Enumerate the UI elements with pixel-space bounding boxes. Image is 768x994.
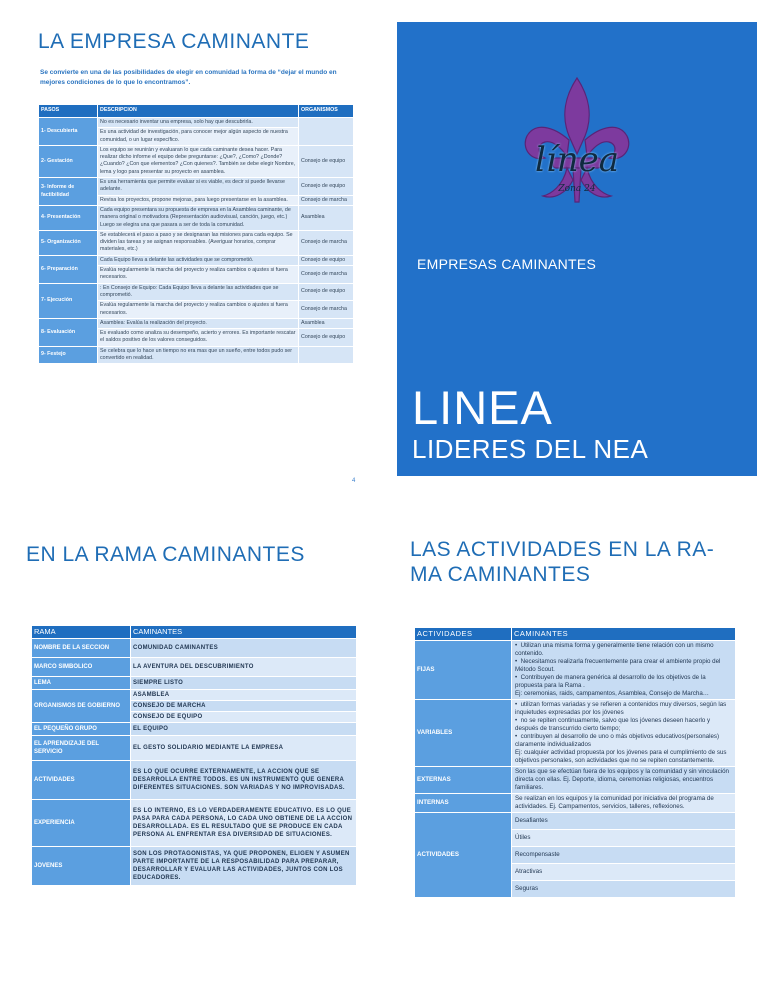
col-header: DESCRIPCION [98, 105, 298, 117]
table-row [39, 118, 353, 127]
row-key: EL PEQUEÑO GRUPO [32, 723, 130, 735]
desc-cell: Se establecerá el paso a paso y se designaran las misiones para cada equipo. Se dividen las tareas y se asignan responsables. (Averiguar horarios, comprar materiales, etc.) [98, 231, 298, 255]
org-cell: Consejo de marcha [299, 196, 353, 205]
step-cell: 6- Preparación [39, 256, 97, 283]
table-row [32, 723, 356, 735]
page-number: 4 [352, 478, 356, 484]
desc-cell: Los equipo se reunirán y evaluaran lo que cada caminante desea hacer. Para realizar dicho informe el equipo debe preguntarse: ¿Que?, ¿Como? ¿Donde? ¿Cuando? ¿Con que elementos? ¿Con quienes?. También se debe elegir Nombre, lema y logo para presentar su proyecto en asamblea. [98, 146, 298, 177]
table-row [32, 639, 356, 657]
fijas-list [515, 642, 732, 690]
row-value: ASAMBLEA [131, 690, 356, 700]
org-cell: Consejo de equipo [299, 178, 353, 195]
actividades-table [414, 627, 736, 898]
list-item: • Utilizan una misma forma y generalmente tiene relación con un mismo contenido. [515, 642, 732, 658]
col-header: ACTIVIDADES [415, 628, 511, 640]
org-cell: Consejo de marcha [299, 231, 353, 255]
row-value: LA AVENTURA DEL DESCUBRIMIENTO [131, 658, 356, 676]
desc-cell: Asamblea: Evalúa la realización del proyecto. [98, 319, 298, 328]
org-cell [299, 347, 353, 364]
table-row [39, 146, 353, 177]
row-value: ES LO INTERNO, ES LO VERDADERAMENTE EDUCATIVO. ES LO QUE PASA PARA CADA PERSONA, LO CADA UNO OBTIENE DE LA ACCION DESARROLLADA. ES EL RESULTADO QUE SE PRODUCE EN CADA PERSONA AL ENFRENTAR ESA DIVERSIDAD DE SITUACIONES. [131, 800, 356, 846]
row-value: EL EQUIPO [131, 723, 356, 735]
desc-cell: Se celebra que lo hace un tiempo no era mas que un sueño, entre todos pudo ser convertido en realidad. [98, 347, 298, 364]
desc-cell: Es una actividad de investigación, para conocer mejor algún aspecto de nuestra comunidad, o un lugar específico. [98, 128, 298, 145]
org-cell: Consejo de equipo [299, 256, 353, 265]
org-cell: Asamblea [299, 206, 353, 230]
cover-title: LINEA [412, 381, 553, 434]
step-cell: 9- Festejo [39, 347, 97, 364]
slide-rama-caminantes [0, 497, 384, 994]
cover-tagline: LIDERES DEL NEA [412, 434, 649, 464]
intro-text: Se convierte en una de las posibilidades de elegir en comunidad la forma de “dejar el mundo en mejores condiciones de lo que lo encontramos”. [40, 69, 337, 86]
row-key: FIJAS [415, 641, 511, 699]
slide-empresa-caminante [0, 0, 384, 497]
table-row [32, 658, 356, 676]
row-key: EL APRENDIZAJE DEL SERVICIO [32, 736, 130, 760]
row-value: EL GESTO SOLIDARIO MEDIANTE LA EMPRESA [131, 736, 356, 760]
row-value [512, 700, 735, 766]
desc-cell: : En Consejo de Equipo: Cada Equipo lleva a delante las actividades que se comprometió. [98, 284, 298, 301]
row-value: ES LO QUE OCURRE EXTERNAMENTE, LA ACCION QUE SE DESARROLLA ENTRE TODOS. ES UN INSTRUMENTO QUE GENERA DIFERENTES SITUACIONES. SON VARIADAS Y NO IMPROVISADAS. [131, 761, 356, 799]
example-text: Ej: cualquier actividad propuesta por los jóvenes para el cumplimiento de sus objetivos personales, son actividades que no se repiten constantemente. [515, 749, 727, 764]
table-row [415, 794, 735, 812]
row-key: NOMBRE DE LA SECCION [32, 639, 130, 657]
row-key: ACTIVIDADES [415, 813, 511, 897]
logo-word: línea [534, 140, 620, 180]
table-row [39, 347, 353, 364]
desc-cell: Es una herramienta que permite evaluar si es viable, es decir si puede llevarse adelante. [98, 178, 298, 195]
org-cell: Consejo de marcha [299, 301, 353, 318]
row-key: VARIABLES [415, 700, 511, 766]
title-line: LAS ACTIVIDADES EN LA RA- [410, 538, 715, 561]
list-item: • contribuyen al desarrollo de uno o más objetivos educativos(personales) claramente individualizados [515, 733, 732, 749]
row-value: COMUNIDAD CAMINANTES [131, 639, 356, 657]
org-cell: Consejo de equipo [299, 146, 353, 177]
slide-title [410, 537, 760, 587]
table-row [415, 700, 735, 766]
col-header: CAMINANTES [131, 626, 356, 638]
cover-background [397, 22, 757, 476]
table-row [32, 690, 356, 700]
slide-title: LA EMPRESA CAMINANTE [38, 30, 310, 53]
row-key: EXPERIENCIA [32, 800, 130, 846]
title-line: MA CAMINANTES [410, 563, 591, 586]
desc-cell: Cada Equipo lleva a delante las actividades que se comprometió. [98, 256, 298, 265]
org-cell: Consejo de equipo [299, 284, 353, 301]
linea-logo [507, 70, 647, 220]
table-row [39, 319, 353, 328]
org-cell: Consejo de equipo [299, 329, 353, 346]
row-value: SIEMPRE LISTO [131, 677, 356, 689]
step-cell: 4- Presentación [39, 206, 97, 230]
desc-cell: No es necesario inventar una empresa, solo hay que descubrirla. [98, 118, 298, 127]
step-cell: 1- Descubierta [39, 118, 97, 145]
list-item: • utilizan formas variadas y se refieren a contenidos muy diversos, según las inquietudes expresadas por los jóvenes [515, 701, 732, 717]
col-header: PASOS [39, 105, 97, 117]
row-value: Atractivas [512, 864, 735, 880]
variables-list [515, 701, 732, 749]
table-row [415, 767, 735, 793]
desc-cell: Revisa los proyectos, propone mejoras, para luego presentarse en la asamblea. [98, 196, 298, 205]
table-row [32, 761, 356, 799]
slide-cover [384, 0, 768, 497]
org-cell: Asamblea [299, 319, 353, 328]
rama-table [31, 625, 357, 886]
row-value: Desafiantes [512, 813, 735, 829]
table-header-row [32, 626, 356, 638]
table-header-row [415, 628, 735, 640]
list-item: • Necesitamos realizarla frecuentemente para crear el ambiente propio del Método Scout. [515, 658, 732, 674]
row-key: ACTIVIDADES [32, 761, 130, 799]
step-cell: 2- Gestación [39, 146, 97, 177]
table-row [39, 256, 353, 265]
list-item: • no se repiten continuamente, salvo que los jóvenes deseen hacerlo y después de transcurrido cierto tiempo; [515, 717, 732, 733]
step-cell: 3- Informe de factibilidad [39, 178, 97, 205]
row-value: Recompensaste [512, 847, 735, 863]
table-row [32, 736, 356, 760]
row-key: LEMA [32, 677, 130, 689]
row-value: CONSEJO DE EQUIPO [131, 712, 356, 722]
row-value: Útiles [512, 830, 735, 846]
table-row [39, 231, 353, 255]
step-cell: 7- Ejecución [39, 284, 97, 318]
logo-zone: Zona 24 [558, 184, 596, 194]
table-row [32, 800, 356, 846]
table-row [39, 206, 353, 230]
row-key: MARCO SIMBOLICO [32, 658, 130, 676]
list-item: • Contribuyen de manera genérica al desarrollo de los objetivos de la propuesta para la Rama . [515, 674, 732, 690]
step-cell: 8- Evaluación [39, 319, 97, 346]
row-value [512, 641, 735, 699]
desc-cell: Cada equipo presentara su propuesta de empresa en la Asamblea caminante, de manera original o motivadora (Representación audiovisual, canción, juego, etc.) Luego se elegira una que pasara a ser de toda la comunidad. [98, 206, 298, 230]
row-key: ORGANISMOS DE GOBIERNO [32, 690, 130, 722]
org-cell [299, 118, 353, 145]
col-header: RAMA [32, 626, 130, 638]
col-header: CAMINANTES [512, 628, 735, 640]
row-value: Se realizan en los equipos y la comunidad por iniciativa del programa de actividades. Ej. Campamentos, servicios, talleres, reflexiones. [512, 794, 735, 812]
row-value: SON LOS PROTAGONISTAS, YA QUE PROPONEN, ELIGEN Y ASUMEN PARTE IMPORTANTE DE LA RESPOSABILIDAD PARA PREPARAR, DESARROLLAR Y EVALUAR LAS ACTIVIDADES, JUNTOS CON LOS EDUCADORES. [131, 847, 356, 885]
example-text: Ej: ceremonias, raids, campamentos, Asamblea, Consejo de Marcha… [515, 690, 709, 697]
slide-actividades [384, 497, 768, 994]
pasos-table [38, 104, 354, 364]
org-cell: Consejo de marcha [299, 266, 353, 283]
row-key: JOVENES [32, 847, 130, 885]
table-row [39, 284, 353, 301]
table-row [32, 677, 356, 689]
table-row [415, 813, 735, 829]
row-key: EXTERNAS [415, 767, 511, 793]
row-value: Seguras [512, 881, 735, 897]
row-key: INTERNAS [415, 794, 511, 812]
row-value: Son las que se efectúan fuera de los equipos y la comunidad y sin vinculación directa con ellas. Ej. Deporte, idioma, ceremonias religiosas, encuentros familiares. [512, 767, 735, 793]
slide-title: EN LA RAMA CAMINANTES [26, 543, 305, 566]
desc-cell: Evalúa regularmente la marcha del proyecto y realiza cambios o ajustes si fuera necesarios. [98, 266, 298, 283]
table-row [32, 847, 356, 885]
desc-cell: Es evaluado como analiza su desempeño, acierto y errores. Es importante rescatar el saldos positivo de los valores conseguidos. [98, 329, 298, 346]
table-header-row [39, 105, 353, 117]
row-value: CONSEJO DE MARCHA [131, 701, 356, 711]
col-header: ORGANISMOS [299, 105, 353, 117]
step-cell: 5- Organización [39, 231, 97, 255]
table-row [415, 641, 735, 699]
cover-subtitle: EMPRESAS CAMINANTES [417, 256, 597, 272]
table-row [39, 178, 353, 195]
desc-cell: Evalúa regularmente la marcha del proyecto y realiza cambios o ajustes si fuera necesarios. [98, 301, 298, 318]
